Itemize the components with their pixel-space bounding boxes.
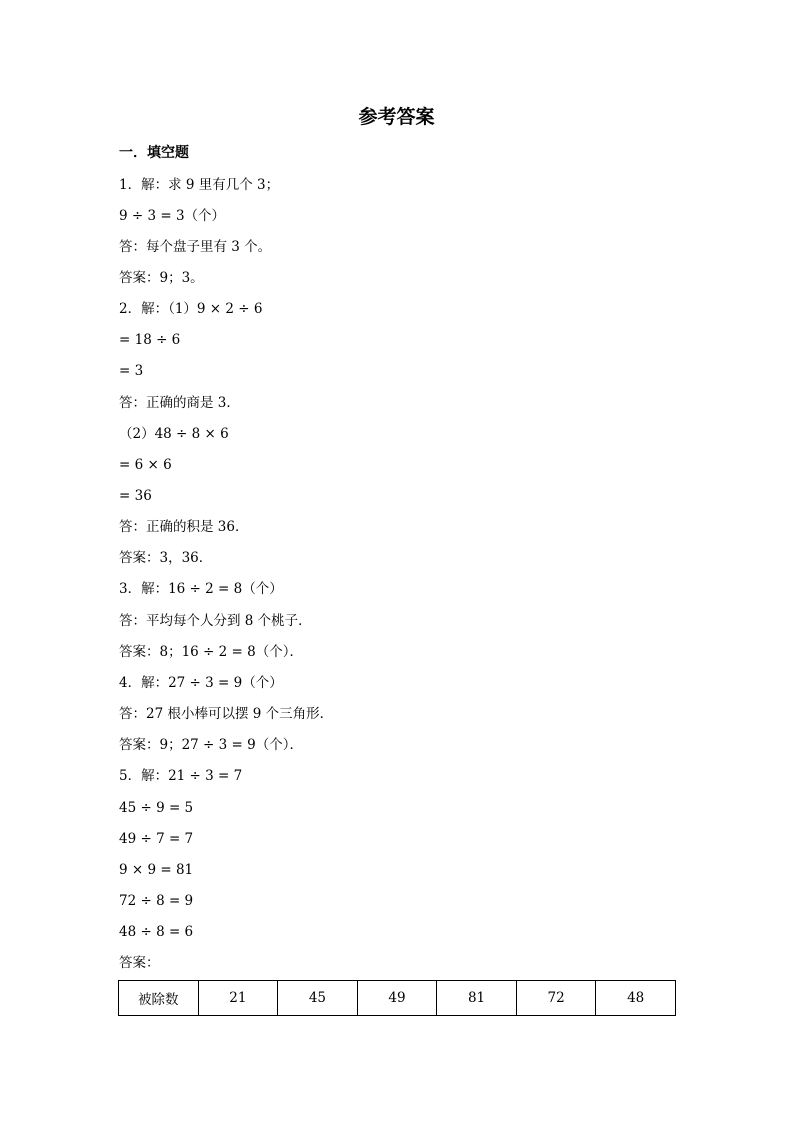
text-line: 答案：	[119, 955, 160, 971]
text-line: 答案：9；3。	[119, 270, 204, 286]
text-line: 9 × 9 = 81	[119, 862, 194, 878]
text-line: 4．解：27 ÷ 3 = 9（个）	[119, 675, 283, 691]
text-line: 2．解：（1）9 × 2 ÷ 6	[119, 301, 263, 317]
text-line: 9 ÷ 3 = 3（个）	[119, 208, 226, 224]
text-line: 49 ÷ 7 = 7	[119, 831, 194, 847]
table-cell: 72	[516, 981, 596, 1016]
text-line: 答案：8；16 ÷ 2 = 8（个）．	[119, 644, 303, 660]
table-header-cell: 被除数	[119, 981, 199, 1016]
text-line: 答：27 根小棒可以摆 9 个三角形．	[119, 706, 334, 722]
text-line: 3．解：16 ÷ 2 = 8（个）	[119, 581, 283, 597]
answer-table	[118, 980, 676, 1016]
table-row	[119, 981, 676, 1016]
text-line: 答：平均每个人分到 8 个桃子．	[119, 613, 312, 629]
text-line: = 18 ÷ 6	[119, 332, 181, 348]
table-cell: 81	[437, 981, 517, 1016]
text-line: （2）48 ÷ 8 × 6	[119, 426, 229, 442]
page-title: 参考答案	[358, 106, 435, 128]
text-line: = 36	[119, 488, 152, 504]
text-line: = 3	[119, 363, 144, 379]
table-cell: 21	[198, 981, 278, 1016]
table-cell: 45	[278, 981, 358, 1016]
text-line: = 6 × 6	[119, 457, 172, 473]
text-line: 48 ÷ 8 = 6	[119, 924, 194, 940]
text-line: 答：正确的商是 3．	[119, 395, 240, 411]
table-cell: 48	[596, 981, 676, 1016]
text-line: 72 ÷ 8 = 9	[119, 893, 194, 909]
text-line: 答案：9；27 ÷ 3 = 9（个）．	[119, 737, 303, 753]
section-heading: 一．填空题	[119, 145, 189, 161]
text-line: 1．解：求 9 里有几个 3；	[119, 177, 280, 193]
text-line: 答：每个盘子里有 3 个。	[119, 239, 272, 255]
text-line: 答案：3，36．	[119, 550, 213, 566]
text-line: 45 ÷ 9 = 5	[119, 800, 194, 816]
table-cell: 49	[357, 981, 437, 1016]
text-line: 答：正确的积是 36．	[119, 519, 249, 535]
text-line: 5．解：21 ÷ 3 = 7	[119, 768, 243, 784]
